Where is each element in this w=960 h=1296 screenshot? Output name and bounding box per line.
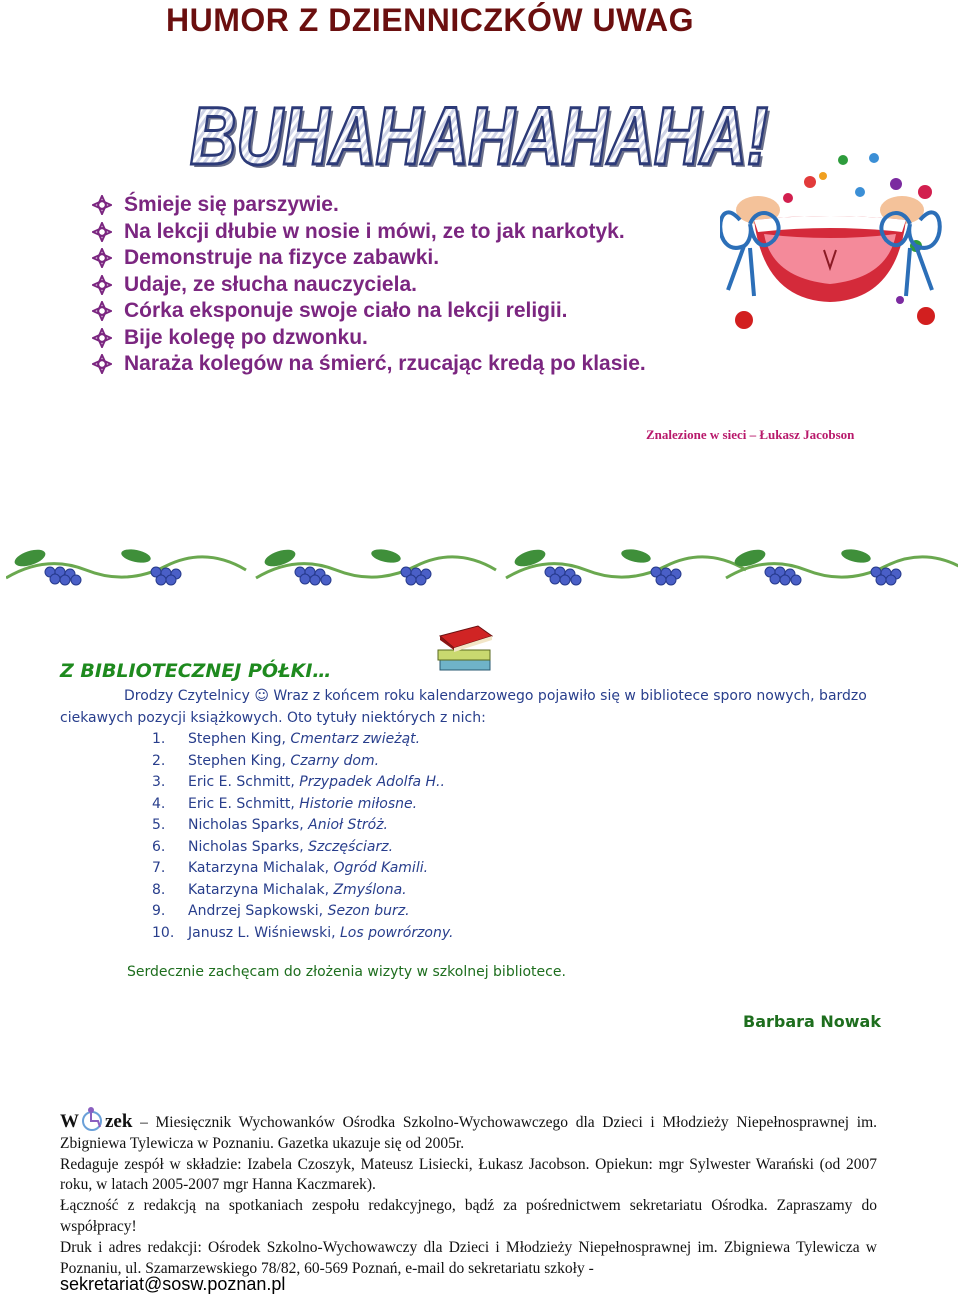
list-item bbox=[92, 325, 712, 352]
book-author: Eric E. Schmitt, bbox=[188, 774, 300, 790]
book-author: Andrzej Sapkowski, bbox=[188, 903, 328, 919]
confetti-dot bbox=[896, 296, 904, 304]
list-item bbox=[92, 245, 712, 272]
diamond-bullet-icon bbox=[92, 195, 112, 215]
joke-text: Na lekcji dłubie w nosie i mówi, ze to jak narkotyk. bbox=[124, 219, 625, 243]
book-title: Przypadek Adolfa H.. bbox=[299, 774, 445, 790]
book-title: Ogród Kamili. bbox=[333, 860, 429, 876]
book-number: 9. bbox=[152, 903, 166, 919]
book-number: 5. bbox=[152, 817, 166, 833]
footer-paragraph bbox=[60, 1106, 877, 1155]
list-item bbox=[152, 923, 454, 945]
confetti-dot bbox=[918, 185, 932, 199]
diamond-bullet-icon bbox=[92, 248, 112, 268]
list-item bbox=[152, 901, 454, 923]
book-title: Los powrórzony. bbox=[339, 924, 454, 941]
book-author: Nicholas Sparks, bbox=[188, 817, 309, 833]
masthead-footer bbox=[60, 1106, 877, 1279]
footer-text: – Miesięcznik Wychowanków Ośrodka Szkolno-Wychowawczego dla Dzieci i Młodzieży Niepełnosprawnej im. Zbigniewa Tylewicza w Poznaniu. Gazetka ukazuje się od 2005r. bbox=[60, 1114, 877, 1152]
jokes-source: Znalezione w sieci – Łukasz Jacobson bbox=[646, 427, 855, 442]
book-author: Katarzyna Michalak, bbox=[188, 860, 334, 876]
intro-text: Drodzy Czytelnicy ☺ Wraz z końcem roku kalendarzowego pojawiło się w bibliotece sporo nowych, bardzo ciekawych pozycji książkowych. Oto tytuły niektórych z nich: bbox=[60, 688, 867, 726]
book-author: Nicholas Sparks, bbox=[188, 838, 309, 855]
joke-text: Córka eksponuje swoje ciało na lekcji religii. bbox=[124, 299, 568, 322]
book-title: Anioł Stróż. bbox=[308, 817, 388, 833]
book-number: 7. bbox=[152, 860, 166, 876]
confetti-dot bbox=[804, 176, 816, 188]
books-stack-icon bbox=[434, 622, 496, 676]
book-author: Janusz L. Wiśniewski, bbox=[188, 924, 340, 941]
list-item bbox=[152, 772, 454, 794]
list-item bbox=[152, 837, 454, 859]
book-number: 6. bbox=[152, 838, 166, 855]
list-item bbox=[92, 272, 712, 299]
list-item bbox=[92, 192, 712, 219]
diamond-bullet-icon bbox=[92, 328, 112, 348]
book-author: Stephen King, bbox=[188, 752, 291, 769]
list-item bbox=[152, 751, 454, 773]
library-invite: Serdecznie zachęcam do złożenia wizyty w szkolnej bibliotece. bbox=[127, 964, 566, 980]
diamond-bullet-icon bbox=[92, 301, 112, 321]
book-title: Sezon burz. bbox=[327, 903, 410, 919]
list-item bbox=[152, 880, 454, 902]
list-item bbox=[152, 858, 454, 880]
list-item bbox=[152, 815, 454, 837]
confetti-dot bbox=[855, 187, 865, 197]
book-title: Czarny dom. bbox=[290, 752, 380, 769]
book-title: Cmentarz zwieżąt. bbox=[290, 731, 421, 747]
confetti-dot bbox=[783, 193, 793, 203]
library-intro bbox=[60, 686, 890, 729]
buhahaha-wordart bbox=[186, 92, 782, 178]
confetti-dot bbox=[869, 153, 879, 163]
books-list bbox=[152, 729, 454, 944]
jokes-list bbox=[92, 192, 712, 378]
logo-letter-w: W bbox=[60, 1111, 79, 1132]
author-signature: Barbara Nowak bbox=[743, 1012, 881, 1031]
diamond-bullet-icon bbox=[92, 354, 112, 374]
book-number: 1. bbox=[152, 731, 166, 747]
joke-text: Udaje, ze słucha nauczyciela. bbox=[124, 272, 417, 296]
book-author: Eric E. Schmitt, bbox=[188, 795, 300, 812]
diamond-bullet-icon bbox=[92, 275, 112, 295]
diamond-bullet-icon bbox=[92, 222, 112, 242]
contact-email[interactable]: sekretariat@sosw.poznan.pl bbox=[60, 1274, 286, 1294]
page-title: HUMOR Z DZIENNICZKÓW UWAG bbox=[166, 2, 694, 38]
book-author: Katarzyna Michalak, bbox=[188, 881, 334, 898]
book-number: 10. bbox=[152, 924, 175, 941]
footer-paragraph: Druk i adres redakcji: Ośrodek Szkolno-Wychowawczy dla Dzieci i Młodzieży Niepełnosprawnej im. Zbigniewa Tylewicza w Poznaniu, ul. Szamarzewskiego 78/82, 60-569 Poznań, e-mail do sekretariatu szkoły - bbox=[60, 1238, 877, 1277]
wordart-text: BUHAHAHAHAHA! bbox=[190, 92, 768, 178]
joke-text: Śmieje się parszywie. bbox=[124, 193, 339, 216]
book-title: Szczęściarz. bbox=[308, 838, 394, 855]
book-number: 8. bbox=[152, 881, 166, 898]
footer-paragraph: Redaguje zespół w składzie: Izabela Czoszyk, Mateusz Lisiecki, Łukasz Jacobson. Opiekun: mgr Sylwester Warański (od 2007 roku, w latach 2005-2007 mgr Hanna Kaczmarek). bbox=[60, 1155, 877, 1194]
list-item bbox=[152, 729, 454, 751]
book-number: 4. bbox=[152, 795, 166, 812]
list-item bbox=[152, 794, 454, 816]
footer-paragraph: Łączność z redakcją na spotkaniach zespołu redakcyjnego, bądź za pośrednictwem sekretariatu Ośrodka. Zapraszamy do współpracy! bbox=[60, 1197, 877, 1235]
wheelchair-logo-icon bbox=[79, 1106, 105, 1132]
wordart-shadow: BUHAHAHAHAHA! bbox=[193, 94, 771, 178]
section-title-library: Z BIBLIOTECZNEJ PÓŁKI… bbox=[60, 660, 332, 682]
book-number: 3. bbox=[152, 774, 166, 790]
smile-clipart bbox=[720, 150, 956, 334]
grape-vine-divider bbox=[6, 548, 958, 588]
book-author: Stephen King, bbox=[188, 731, 291, 747]
list-item bbox=[92, 219, 712, 246]
joke-text: Naraża kolegów na śmierć, rzucając kredą po klasie. bbox=[124, 352, 646, 375]
book-title: Historie miłosne. bbox=[299, 795, 418, 812]
confetti-dot bbox=[838, 155, 848, 165]
book-title: Zmyślona. bbox=[333, 881, 407, 898]
confetti-dot bbox=[890, 178, 902, 190]
confetti-dot bbox=[735, 311, 753, 329]
confetti-dot bbox=[819, 172, 827, 180]
list-item bbox=[92, 298, 712, 325]
vine-segment bbox=[6, 548, 246, 585]
list-item bbox=[92, 351, 712, 378]
joke-text: Bije kolegę po dzwonku. bbox=[124, 325, 368, 349]
joke-text: Demonstruje na fizyce zabawki. bbox=[124, 246, 440, 269]
confetti-dot bbox=[917, 307, 935, 325]
logo-letters-zek: zek bbox=[105, 1111, 133, 1132]
book-number: 2. bbox=[152, 752, 166, 769]
